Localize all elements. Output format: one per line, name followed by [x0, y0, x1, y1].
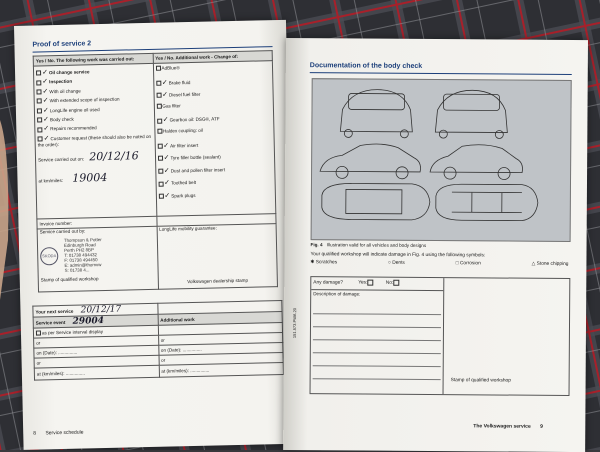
- tick-icon: ✓: [43, 115, 50, 124]
- checkbox: [37, 108, 42, 113]
- additional-item-label: Gearbox oil: DSG®, ATF: [169, 116, 220, 123]
- handwritten-date: 20/12/16: [89, 148, 139, 164]
- left-page: [14, 20, 296, 450]
- col2-list: [153, 61, 276, 217]
- serviced-by-cell: Service carried out by: SKODA Thompson & Potter Edinburgh Road Perth PH2 8BP T: 01738 494432 F: 01738 494450 E: admin@thomvw S: 01738 4... Stamp of qualified workshop: [37, 226, 158, 292]
- additional-item-label: Toothed belt: [170, 180, 197, 186]
- stamp-line: E: admin@thomvw: [64, 262, 102, 268]
- additional-item: [158, 189, 273, 204]
- vehicle-outline-icon: [312, 79, 571, 241]
- description-lines: [313, 301, 442, 380]
- additional-item-label: Haldex coupling: oil: [162, 127, 203, 134]
- additional-item-label: Brake fluid: [168, 79, 191, 86]
- any-damage-row: Any damage? Yes: No:: [311, 277, 443, 291]
- indicate-text: Your qualified workshop will indicate damage in Fig. 4 using the following symbols:: [310, 252, 486, 259]
- symbol-icon: □: [455, 261, 460, 267]
- checkbox: [158, 169, 163, 174]
- title-rule: [310, 72, 572, 75]
- symbol-label: Scratches: [315, 260, 338, 266]
- handwritten-service-km: 29004: [72, 316, 105, 327]
- tick-icon: ✓: [163, 153, 170, 162]
- dealer-stamp: [64, 237, 103, 273]
- damage-symbols: [310, 260, 568, 267]
- additional-item-label: Spark plugs: [171, 192, 196, 199]
- tick-icon: ✓: [43, 124, 50, 133]
- work-item-label: Repairs recommended: [50, 125, 97, 132]
- checkbox: [37, 99, 42, 104]
- symbol-label: Dents: [392, 260, 405, 266]
- yes-checkbox[interactable]: [367, 280, 373, 286]
- additional-item-label: Air filter insert: [170, 142, 199, 149]
- right-footer: The Volkswagen service 9: [473, 423, 543, 430]
- tick-icon: ✓: [42, 105, 49, 114]
- damage-box: [310, 276, 571, 396]
- description-label: Description of damage:: [313, 291, 361, 297]
- handwritten-km: 19004: [72, 170, 108, 185]
- checkbox: [36, 331, 41, 336]
- side-code: 151.573.PWA.20: [291, 307, 298, 339]
- stamp-line: Thompson & Potter: [63, 237, 102, 243]
- checkbox: [156, 104, 161, 109]
- checkbox: [36, 80, 41, 85]
- work-table: [33, 50, 278, 292]
- checkbox: [158, 194, 163, 199]
- work-item-label: LongLife engine oil used: [49, 106, 100, 113]
- handwritten-next-date: 20/12/17: [80, 304, 122, 316]
- stamp-line: Perth PH2 8BP: [64, 247, 94, 253]
- right-page: [283, 38, 588, 452]
- stamp-line: S: 01738 4...: [64, 267, 90, 273]
- invoice-cell: Invoice number:: [37, 216, 157, 229]
- tick-icon: ✓: [42, 96, 49, 105]
- checkbox: [36, 71, 41, 76]
- checkbox: [37, 118, 42, 123]
- tick-icon: ✓: [161, 78, 168, 87]
- tick-icon: ✓: [163, 166, 170, 175]
- page-title: Documentation of the body check: [309, 62, 423, 70]
- symbol-icon: ○: [388, 260, 393, 266]
- damage-symbol: [532, 262, 569, 267]
- figure-caption: Fig. 4 Illustration valid for all vehicles and body designs: [310, 242, 427, 248]
- checkbox: [157, 144, 162, 149]
- left-footer: 8 Service schedule: [33, 429, 84, 437]
- symbol-label: Corrosion: [459, 261, 481, 267]
- damage-symbol: [388, 261, 405, 266]
- checkbox: [38, 136, 43, 141]
- stamp-line: T: 01738 494432: [64, 252, 97, 258]
- km-row: at km/miles: 19004: [38, 170, 108, 185]
- damage-symbol: [310, 260, 337, 265]
- tick-icon: ✓: [41, 68, 49, 77]
- checkbox: [157, 156, 162, 161]
- symbol-icon: △: [531, 261, 537, 267]
- checkbox: [158, 181, 163, 186]
- next-service-table: Your next service 20/12/17 Service event 29004 Additional work as per Service interval display or or on (Date): ............... on (Date): ............... or or at (km/miles): ............... at (km/miles): ...............: [32, 300, 284, 381]
- work-item-label: Body check: [49, 116, 74, 123]
- longlife-cell: LongLife mobility guarantee: Volkswagen dealership stamp: [157, 224, 278, 290]
- tick-icon: ✓: [164, 178, 171, 187]
- checkbox: [157, 129, 162, 134]
- no-checkbox[interactable]: [393, 280, 399, 286]
- symbol-label: Stone chipping: [536, 261, 569, 267]
- additional-item-label: Diesel fuel filter: [168, 91, 201, 98]
- tick-icon: ✓: [162, 115, 169, 125]
- work-item-label: With oil change: [49, 88, 81, 94]
- tick-icon: ✓: [163, 141, 170, 150]
- carried-out-row: Service carried out on: 20/12/16: [37, 148, 139, 164]
- work-item-label: With extended scope of inspection: [49, 96, 120, 104]
- checkbox: [155, 66, 160, 71]
- work-item-label: Inspection: [49, 79, 73, 85]
- additional-item-label: Tyre filler bottle (sealant): [170, 154, 221, 161]
- work-item-label: Oil change service: [48, 69, 90, 76]
- col2-header: Yes / No. Additional work - Change of:: [153, 51, 273, 64]
- checkbox: [37, 127, 42, 132]
- stamp-line: Edinburgh Road: [63, 242, 96, 248]
- col1-header: Yes / No. The following work was carried out:: [33, 53, 153, 66]
- tick-icon: ✓: [42, 87, 49, 96]
- work-item: [37, 132, 152, 146]
- work-item-label: Customer request (these should also be noted on the order):: [37, 133, 152, 148]
- tick-icon: ✓: [162, 90, 169, 99]
- stamp-line: F: 01738 494450: [64, 257, 98, 263]
- checkbox: [156, 81, 161, 86]
- tick-icon: ✓: [42, 77, 49, 86]
- tick-icon: ✓: [43, 133, 50, 143]
- checkbox: [157, 118, 162, 123]
- skoda-logo-icon: SKODA: [40, 247, 58, 265]
- workshop-stamp-label: Stamp of qualified workshop: [450, 378, 511, 384]
- tick-icon: ✓: [164, 191, 171, 200]
- additional-item-label: Dust and pollen filter insert: [170, 166, 226, 174]
- checkbox: [156, 93, 161, 98]
- page-title: Proof of service 2: [32, 40, 92, 49]
- additional-work-header: Additional work: [158, 311, 283, 325]
- car-diagram: [311, 78, 572, 242]
- damage-symbol: [456, 261, 481, 266]
- symbol-icon: ✱: [310, 260, 316, 266]
- additional-item-label: AdBlue®: [161, 65, 180, 71]
- col1-list: [33, 63, 156, 219]
- additional-item-label: Gas filter: [162, 103, 181, 109]
- checkbox: [36, 89, 41, 94]
